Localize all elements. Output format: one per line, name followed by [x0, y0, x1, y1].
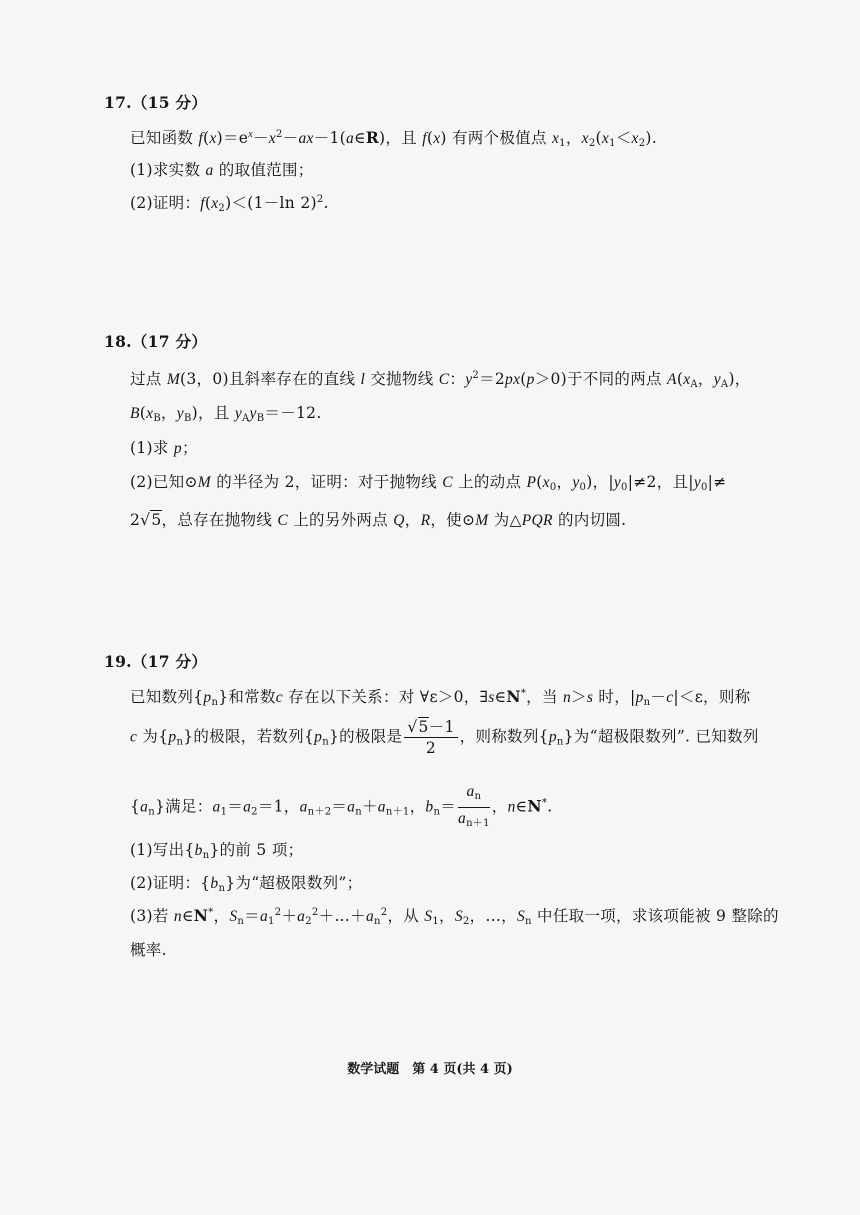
q19-part1: (1)写出$\{b_n\}$的前 5 项； — [130, 841, 304, 861]
q19-part3: (3)若 n∈N*，$S_n=a_1^2+a_2^2+\dots+a_n^2$，从 $S_1$，$S_2$，…，$S_n$ 中任取一项，求该项能被 9 整除的 — [130, 906, 779, 927]
q19-part3-cont: 概率. — [130, 941, 167, 959]
q18-part2: (2)已知⊙M 的半径为 2，证明：对于抛物线 C 上的动点 $P(x_0$，$y_0$)，$|y_0|\ne 2$，且$|y_0|\ne$ — [130, 473, 727, 493]
q18-header: 18.（17 分） — [104, 332, 208, 351]
bn-fraction: $\frac{a_n}{a_{n+1}}$ — [458, 783, 490, 829]
limit-fraction: $\frac{√5-1}{2}$ — [404, 718, 457, 757]
q17-part2: (2)证明：$f(x_2)<(1-\ln$ 2)$^2$. — [130, 194, 329, 214]
q17-part1: (1)求实数 a 的取值范围； — [130, 161, 314, 179]
q18-part2-cont: 2√5，总存在抛物线 C 上的另外两点 Q，R，使⊙M 为△PQR 的内切圆. — [130, 511, 627, 529]
q18-part1: (1)求 p； — [130, 439, 198, 457]
q17-stem: 已知函数 $f(x)=e^x-x^2-ax-1(a\in R)$，且 f(x) 有两个极值点 $x_1$，$x_2(x_1<x_2)$. — [130, 128, 657, 149]
page-footer: 数学试题 第 4 页(共 4 页) — [347, 1062, 513, 1077]
q19-stem-line1: 已知数列$\{p_n\}$和常数c 存在以下关系：对 ∀ε＞0，∃s∈N*，当 n＞s 时，$|p_n-c|<\varepsilon$，则称 — [130, 687, 751, 708]
q18-stem-line1: 过点 M(3，0)且斜率存在的直线 l 交抛物线 C：$y^2=2px(p>0)$于不同的两点 $A(x_A$，$y_A$)， — [130, 370, 751, 390]
q19-part2: (2)证明：$\{b_n\}$为“超极限数列”； — [130, 874, 363, 894]
q18-stem-line2: $B(x_B$，$y_B$)，且 $y_Ay_B=-12$. — [130, 404, 322, 424]
q19-stem-line3: $\{a_n\}$满足：$a_1=a_2=1$，$a_{n+2}=a_n+a_{n+1}$，$b_n=$ $\frac{a_n}{a_{n+1}}$ ，n∈N*. — [130, 782, 552, 833]
q19-header: 19.（17 分） — [104, 652, 208, 671]
q19-stem-line2: c 为$\{p_n\}$的极限，若数列$\{p_n\}$的极限是 $\frac{√5-1}{2}$ ，则称数列$\{p_n\}$为“超极限数列”. 已知数列 — [130, 718, 759, 757]
q17-header: 17.（15 分） — [104, 93, 208, 112]
